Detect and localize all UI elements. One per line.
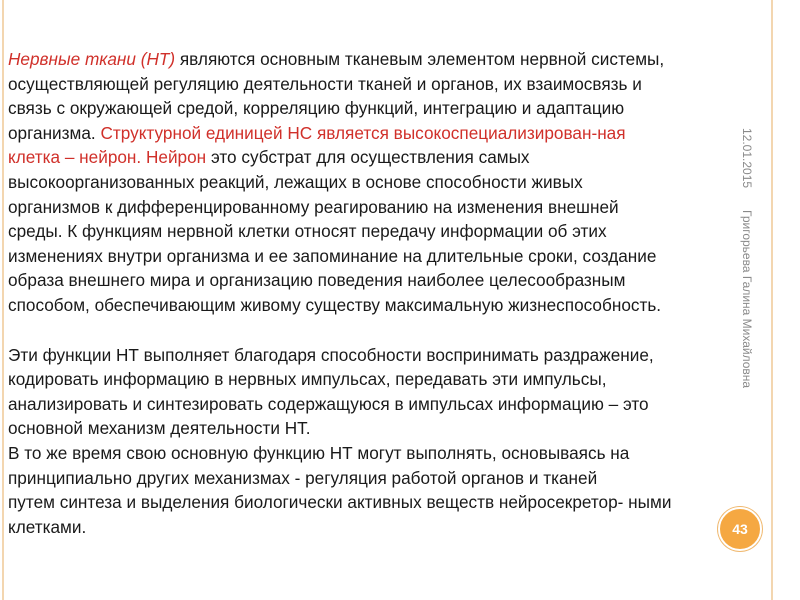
text-segment: В то же время свою основную функцию НТ могут выполнять, основываясь на: [8, 442, 630, 463]
text-segment: Эти функции НТ выполняет благодаря способности воспринимать раздражение,: [8, 344, 654, 365]
text-line: [8, 343, 798, 368]
text-line: [8, 47, 798, 72]
text-line: [8, 466, 798, 491]
text-segment: высокоорганизованных реакций, лежащих в основе способности живых: [8, 171, 583, 192]
page-number-badge: 43: [718, 507, 762, 551]
text-segment: осуществляющей регуляцию деятельности тканей и органов, их взаимосвязь и: [8, 73, 642, 94]
text-segment: основной механизм деятельности НТ.: [8, 418, 311, 439]
text-line: [8, 244, 798, 269]
text-segment: являются основным тканевым элементом нервной системы,: [175, 49, 665, 69]
text-segment: способом, обеспечивающим живому существу максимальную жизнеспособность.: [8, 294, 662, 315]
text-segment: образа внешнего мира и организацию поведения наиболее целесообразным: [8, 270, 626, 291]
text-segment: организма.: [8, 122, 101, 143]
text-segment: организмов к дифференцированному реагированию на изменения внешней: [8, 196, 619, 217]
slide-author: Григорьева Галина Михайловна: [740, 210, 754, 389]
text-line: [8, 490, 798, 515]
text-line: [8, 293, 798, 318]
text-line: [8, 367, 798, 392]
text-segment: клетками.: [8, 516, 87, 537]
text-line: [8, 145, 798, 170]
frame-left-line: [2, 0, 4, 600]
text-segment: анализировать и синтезировать содержащуюся в импульсах информацию – это: [8, 393, 649, 414]
text-segment: изменениях внутри организма и ее запоминание на длительные сроки, создание: [8, 245, 657, 266]
text-segment: связь с окружающей средой, корреляцию функций, интеграцию и адаптацию: [8, 98, 625, 119]
text-line: [8, 441, 798, 466]
text-line: [8, 96, 798, 121]
text-line: [8, 195, 798, 220]
highlighted-phrase: Структурной единицей НС является высокоспециализирован-ная: [100, 122, 626, 143]
slide-body-text: [8, 47, 798, 539]
text-line: [8, 121, 798, 146]
text-line: [8, 170, 798, 195]
slide-date: 12.01.2015: [740, 128, 754, 189]
text-segment: путем синтеза и выделения биологически активных веществ нейросекретор- ными: [8, 492, 672, 513]
highlighted-phrase: Нервные ткани (НТ): [8, 49, 176, 69]
text-segment: это субстрат для осуществления самых: [206, 147, 530, 168]
text-segment: среды. К функциям нервной клетки относят передачу информации об этих: [8, 221, 607, 242]
text-line: [8, 318, 798, 343]
text-line: [8, 392, 798, 417]
highlighted-phrase: клетка – нейрон. Нейрон: [8, 147, 207, 168]
text-line: [8, 219, 798, 244]
text-line: [8, 515, 798, 540]
text-segment: кодировать информацию в нервных импульсах, передавать эти импульсы,: [8, 369, 607, 390]
text-line: [8, 416, 798, 441]
text-segment: принципиально других механизмах - регуляция работой органов и тканей: [8, 467, 598, 488]
text-line: [8, 268, 798, 293]
text-line: [8, 72, 798, 97]
